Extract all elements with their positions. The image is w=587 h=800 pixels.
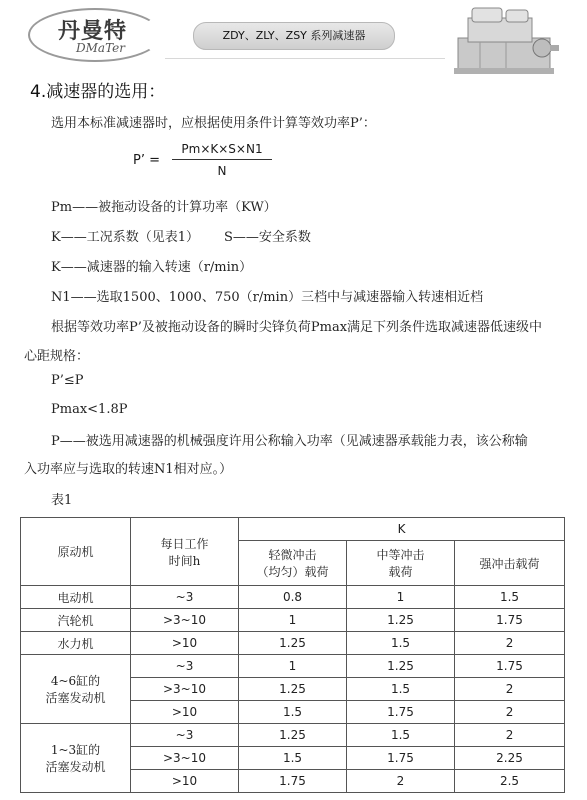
intro-text: 选用本标准减速器时，应根据使用条件计算等效功率P’： <box>51 116 376 131</box>
header-prime-mover: 原动机 <box>21 518 131 586</box>
section-title: 4.减速器的选用： <box>30 82 166 102</box>
k-value-cell: 1.25 <box>347 655 455 678</box>
header-k: K <box>239 518 565 541</box>
prime-mover-line-1: 1~3缸的 <box>50 743 101 757</box>
gearbox-product-image <box>450 4 560 78</box>
brand-logo <box>28 8 168 60</box>
table-row <box>21 586 565 609</box>
paragraph-2-line-1: P——被选用减速器的机械强度许用公称输入功率（见减速器承载能力表，该公称输 <box>51 434 528 449</box>
definition-n1: N1——选取1500、1000、750（r/min）三档中与减速器输入转速相近档 <box>51 290 484 305</box>
header-daily-hours-line-2: 时间h <box>168 553 201 568</box>
table-caption: 表1 <box>51 493 73 508</box>
k-value-cell: 1.5 <box>347 632 455 655</box>
formula-denominator: N <box>217 164 227 178</box>
k-value-cell: 1.25 <box>347 609 455 632</box>
k-value-cell: 1.75 <box>347 747 455 770</box>
table-row <box>21 632 565 655</box>
k-value-cell: 2 <box>455 701 565 724</box>
k-value-cell: 1.75 <box>347 701 455 724</box>
hours-cell: ~3 <box>131 586 239 609</box>
hours-cell: >3~10 <box>131 678 239 701</box>
logo-english-name: DMaTer <box>76 41 125 55</box>
page-header <box>0 0 587 70</box>
k-value-cell: 0.8 <box>239 586 347 609</box>
table-row <box>21 609 565 632</box>
prime-mover-cell: 汽轮机 <box>21 609 131 632</box>
formula-fraction <box>172 142 272 178</box>
hours-cell: >10 <box>131 632 239 655</box>
k-value-cell: 2 <box>455 632 565 655</box>
formula-lhs: P’ = <box>133 153 160 168</box>
header-k-light-line-1: 轻微冲击 <box>268 548 317 562</box>
definition-n: K——减速器的输入转速（r/min） <box>51 260 253 275</box>
k-value-cell: 1.5 <box>347 724 455 747</box>
header-k-heavy: 强冲击载荷 <box>455 541 565 586</box>
paragraph-1-line-2: 心距规格： <box>24 349 90 364</box>
k-value-cell: 1.5 <box>347 678 455 701</box>
header-k-light-line-2: （均匀）载荷 <box>256 565 329 579</box>
hours-cell: >10 <box>131 701 239 724</box>
definition-pm: Pm——被拖动设备的计算功率（KW） <box>51 200 277 215</box>
header-k-medium-line-2: 载荷 <box>388 565 413 579</box>
header-k-medium-line-1: 中等冲击 <box>376 548 425 562</box>
header-k-medium <box>347 541 455 586</box>
prime-mover-cell: 水力机 <box>21 632 131 655</box>
prime-mover-cell <box>21 655 131 724</box>
logo-chinese-name: 丹曼特 <box>58 19 128 44</box>
condition-2: Pmax<1.8P <box>51 402 128 417</box>
k-value-cell: 1.75 <box>239 770 347 793</box>
hours-cell: ~3 <box>131 655 239 678</box>
definition-s: S——安全系数 <box>224 230 311 245</box>
header-daily-hours <box>131 518 239 586</box>
k-value-cell: 1.5 <box>239 701 347 724</box>
k-value-cell: 2.5 <box>455 770 565 793</box>
hours-cell: >10 <box>131 770 239 793</box>
k-value-cell: 1.75 <box>455 655 565 678</box>
prime-mover-cell <box>21 724 131 793</box>
k-value-cell: 1 <box>239 655 347 678</box>
k-value-cell: 1.25 <box>239 632 347 655</box>
k-value-cell: 1.25 <box>239 724 347 747</box>
k-value-cell: 1.75 <box>455 609 565 632</box>
header-daily-hours-line-1: 每日工作 <box>160 536 209 551</box>
k-value-cell: 1.5 <box>455 586 565 609</box>
k-value-cell: 1 <box>347 586 455 609</box>
header-divider <box>165 58 445 59</box>
condition-1: P’≤P <box>51 373 84 388</box>
paragraph-1-line-1: 根据等效功率P’及被拖动设备的瞬时尖锋负荷Pmax满足下列条件选取减速器低速级中 <box>51 320 543 335</box>
definition-k: K——工况系数（见表1） <box>51 230 199 245</box>
k-value-cell: 2 <box>455 678 565 701</box>
paragraph-2-line-2: 入功率应与选取的转速N1相对应。） <box>24 462 233 477</box>
k-value-cell: 2 <box>455 724 565 747</box>
hours-cell: >3~10 <box>131 747 239 770</box>
service-factor-table <box>20 517 565 793</box>
table-row <box>21 724 565 747</box>
k-value-cell: 2.25 <box>455 747 565 770</box>
prime-mover-line-2: 活塞发动机 <box>45 760 106 774</box>
prime-mover-line-2: 活塞发动机 <box>45 691 106 705</box>
prime-mover-line-1: 4~6缸的 <box>50 674 101 688</box>
prime-mover-cell: 电动机 <box>21 586 131 609</box>
k-value-cell: 1.5 <box>239 747 347 770</box>
k-value-cell: 1.25 <box>239 678 347 701</box>
table-row <box>21 655 565 678</box>
hours-cell: >3~10 <box>131 609 239 632</box>
k-value-cell: 2 <box>347 770 455 793</box>
formula-numerator: Pm×K×S×N1 <box>172 142 272 160</box>
header-k-light <box>239 541 347 586</box>
series-title: ZDY、ZLY、ZSY 系列减速器 <box>193 22 395 50</box>
hours-cell: ~3 <box>131 724 239 747</box>
k-value-cell: 1 <box>239 609 347 632</box>
